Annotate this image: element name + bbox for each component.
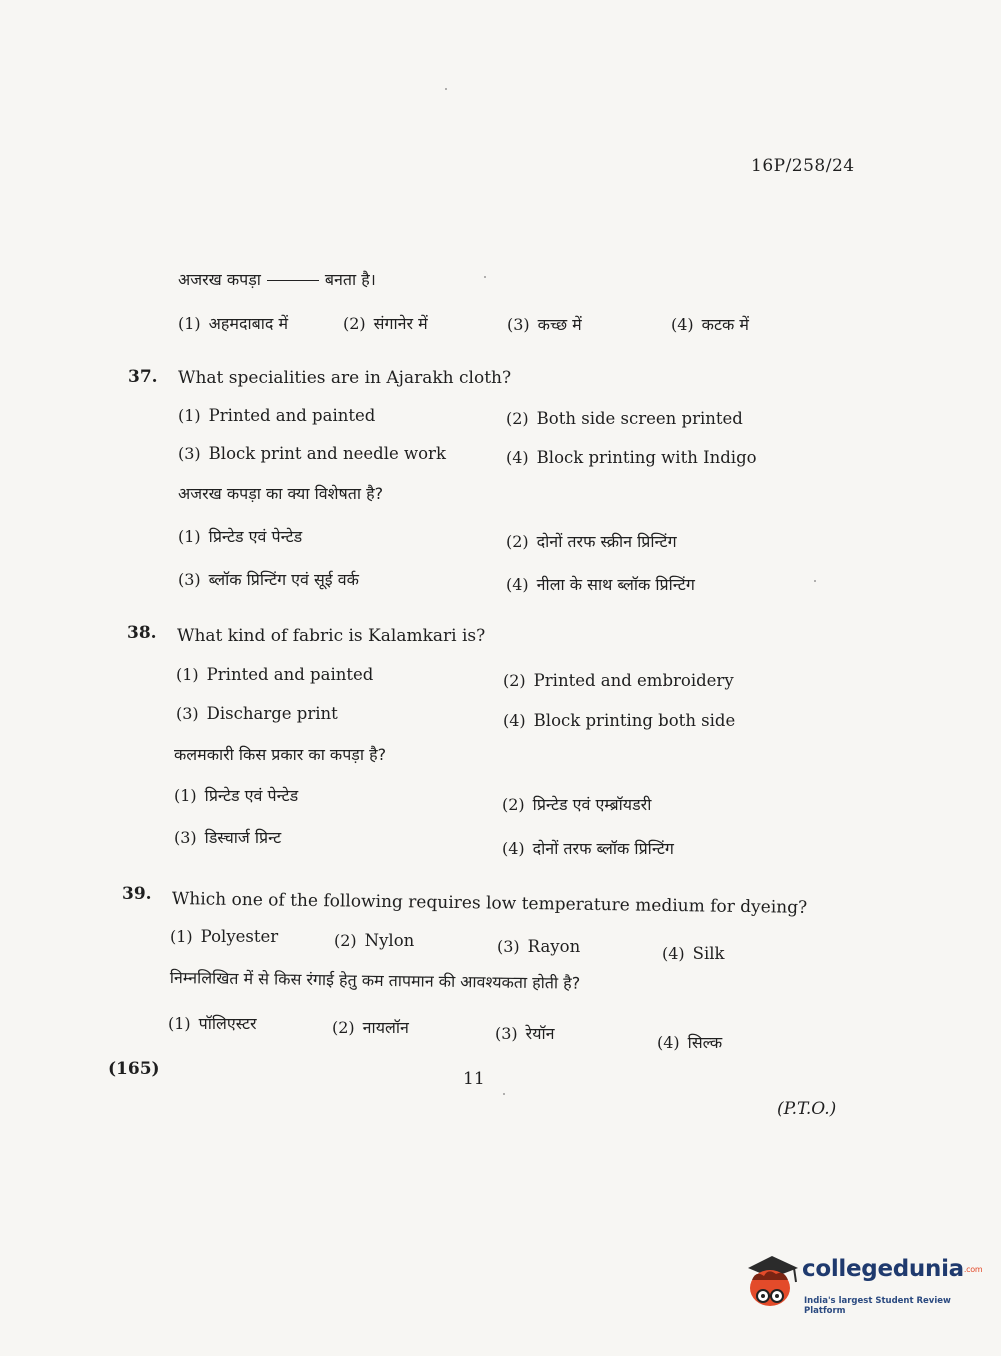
scan-speck bbox=[484, 276, 486, 278]
logo-tagline: India's largest Student Review Platform bbox=[804, 1296, 951, 1316]
logo-suffix: .com bbox=[963, 1265, 983, 1274]
collegedunia-logo[interactable] bbox=[742, 1250, 983, 1320]
q39-option-4: (4) Silk bbox=[662, 944, 725, 963]
q39-hindi-option-3: (3) रेयॉन bbox=[495, 1024, 555, 1043]
q36-hindi-question-after: बनता है। bbox=[324, 270, 376, 289]
q39-hindi-option-4: (4) सिल्क bbox=[657, 1033, 723, 1052]
scan-speck bbox=[445, 88, 447, 90]
mascot-icon bbox=[742, 1250, 802, 1316]
paper-code: 16P/258/24 bbox=[751, 156, 855, 176]
q39-hindi-option-2: (2) नायलॉन bbox=[332, 1018, 409, 1037]
q37-option-4: (4) Block printing with Indigo bbox=[506, 448, 757, 467]
q37-hindi-option-3: (3) ब्लॉक प्रिन्टिंग एवं सूई वर्क bbox=[178, 570, 359, 589]
q38-hindi-option-4: (4) दोनों तरफ ब्लॉक प्रिन्टिंग bbox=[502, 839, 674, 858]
q37-question: What specialities are in Ajarakh cloth? bbox=[178, 368, 512, 388]
q38-option-1: (1) Printed and painted bbox=[176, 665, 374, 684]
q39-hindi-question: निम्नलिखित में से किस रंगाई हेतु कम तापमान की आवश्यकता होती है? bbox=[169, 967, 581, 993]
page-number: 11 bbox=[463, 1069, 485, 1089]
scan-speck bbox=[503, 1093, 505, 1095]
q39-number: 39. bbox=[122, 884, 152, 904]
scan-speck bbox=[814, 580, 816, 582]
q36-hindi-question bbox=[178, 268, 376, 290]
q39-hindi-option-1: (1) पॉलिएस्टर bbox=[168, 1014, 257, 1033]
q36-option-1: (1) अहमदाबाद में bbox=[178, 314, 289, 333]
q37-number: 37. bbox=[128, 367, 158, 387]
logo-wordmark: collegedunia.com bbox=[802, 1256, 983, 1282]
q38-option-2: (2) Printed and embroidery bbox=[503, 671, 734, 690]
fill-in-blank bbox=[267, 280, 319, 281]
q39-option-2: (2) Nylon bbox=[334, 931, 415, 950]
q39-option-1: (1) Polyester bbox=[170, 927, 279, 946]
q38-hindi-option-1: (1) प्रिन्टेड एवं पेन्टेड bbox=[174, 786, 299, 805]
q38-option-3: (3) Discharge print bbox=[176, 704, 338, 723]
q37-hindi-option-1: (1) प्रिन्टेड एवं पेन्टेड bbox=[178, 527, 303, 546]
q37-hindi-question: अजरख कपड़ा का क्या विशेषता है? bbox=[178, 484, 384, 503]
q36-option-3: (3) कच्छ में bbox=[507, 315, 582, 334]
booklet-number: (165) bbox=[108, 1059, 160, 1079]
q39-option-3: (3) Rayon bbox=[497, 937, 581, 956]
q38-option-4: (4) Block printing both side bbox=[503, 711, 736, 730]
q37-option-3: (3) Block print and needle work bbox=[178, 444, 446, 463]
q36-option-4: (4) कटक में bbox=[671, 315, 749, 334]
q38-number: 38. bbox=[127, 623, 157, 643]
q36-option-2: (2) संगानेर में bbox=[343, 314, 428, 333]
q37-hindi-option-4: (4) नीला के साथ ब्लॉक प्रिन्टिंग bbox=[506, 575, 695, 594]
q36-hindi-question-before: अजरख कपड़ा bbox=[178, 270, 261, 289]
q38-hindi-option-2: (2) प्रिन्टेड एवं एम्ब्रॉयडरी bbox=[502, 795, 652, 814]
q39-question: Which one of the following requires low temperature medium for dyeing? bbox=[171, 889, 808, 918]
q38-hindi-question: कलमकारी किस प्रकार का कपड़ा है? bbox=[174, 745, 387, 764]
q37-hindi-option-2: (2) दोनों तरफ स्क्रीन प्रिन्टिंग bbox=[506, 532, 677, 551]
q37-option-1: (1) Printed and painted bbox=[178, 406, 376, 425]
q38-question: What kind of fabric is Kalamkari is? bbox=[177, 626, 486, 646]
q37-option-2: (2) Both side screen printed bbox=[506, 409, 743, 428]
pto-note: (P.T.O.) bbox=[777, 1099, 837, 1119]
q38-hindi-option-3: (3) डिस्चार्ज प्रिन्ट bbox=[174, 828, 282, 847]
